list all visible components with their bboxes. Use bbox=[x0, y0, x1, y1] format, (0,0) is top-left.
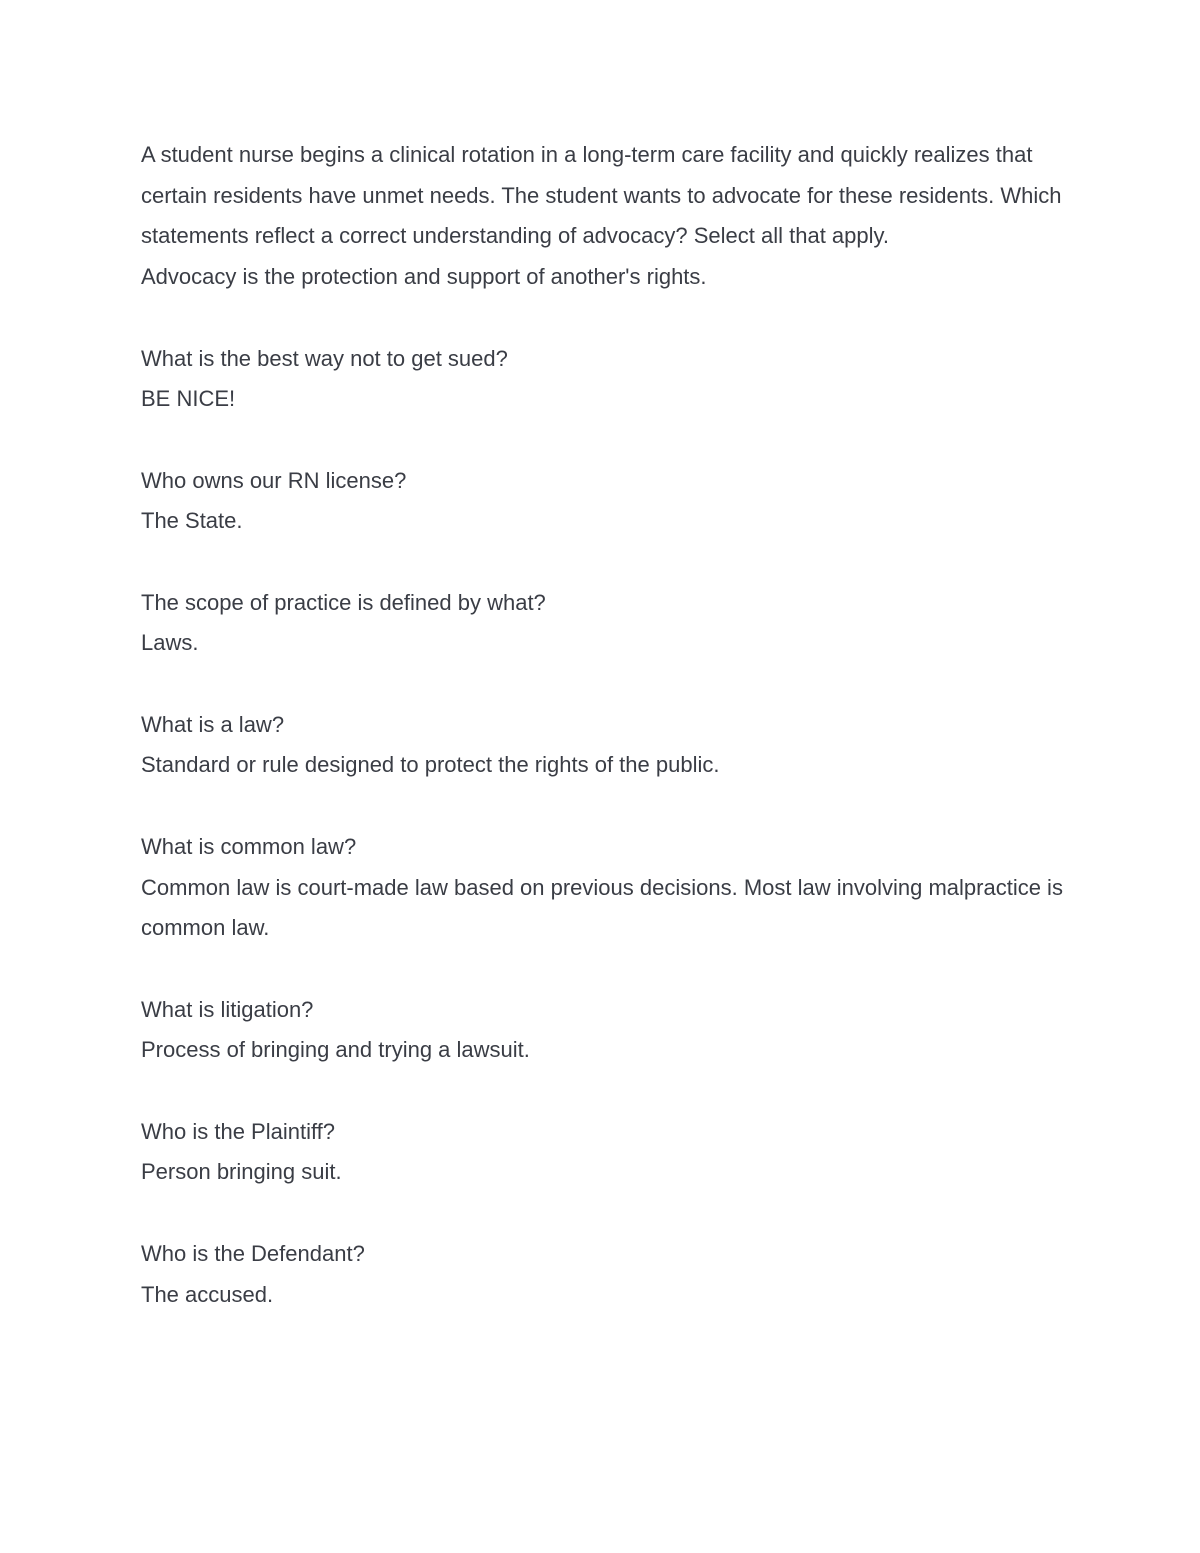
answer-text: The accused. bbox=[141, 1281, 274, 1307]
answer-text: Advocacy is the protection and support of another's rights. bbox=[141, 264, 707, 290]
question-text: The scope of practice is defined by what? bbox=[141, 589, 546, 615]
answer-text: Standard or rule designed to protect the rights of the public. bbox=[141, 752, 720, 778]
qa-item-sued bbox=[141, 339, 1071, 420]
qa-item-litigation bbox=[141, 990, 1071, 1071]
qa-item-license bbox=[141, 461, 1071, 542]
question-text: A student nurse begins a clinical rotation in a long-term care facility and quickly realizes that certain residents have unmet needs. The student wants to advocate for these residents. Which statements reflect a correct understanding of advocacy? Select all that apply. bbox=[141, 142, 1062, 249]
answer-text: Common law is court-made law based on previous decisions. Most law involving malpractice is common law. bbox=[141, 874, 1063, 941]
document-content bbox=[141, 135, 1071, 1356]
answer-text: BE NICE! bbox=[141, 386, 236, 412]
answer-text: Process of bringing and trying a lawsuit. bbox=[141, 1037, 530, 1063]
question-text: What is the best way not to get sued? bbox=[141, 345, 508, 371]
answer-text: The State. bbox=[141, 508, 243, 534]
qa-item-defendant bbox=[141, 1234, 1071, 1315]
qa-item-law bbox=[141, 705, 1071, 786]
answer-text: Laws. bbox=[141, 630, 199, 656]
question-text: What is a law? bbox=[141, 711, 285, 737]
qa-item-plaintiff bbox=[141, 1112, 1071, 1193]
question-text: Who is the Defendant? bbox=[141, 1240, 365, 1266]
qa-item-advocacy bbox=[141, 135, 1071, 298]
question-text: Who is the Plaintiff? bbox=[141, 1118, 336, 1144]
question-text: What is common law? bbox=[141, 833, 357, 859]
question-text: What is litigation? bbox=[141, 996, 314, 1022]
question-text: Who owns our RN license? bbox=[141, 467, 407, 493]
answer-text: Person bringing suit. bbox=[141, 1159, 342, 1185]
qa-item-common-law bbox=[141, 827, 1071, 949]
qa-item-scope bbox=[141, 583, 1071, 664]
